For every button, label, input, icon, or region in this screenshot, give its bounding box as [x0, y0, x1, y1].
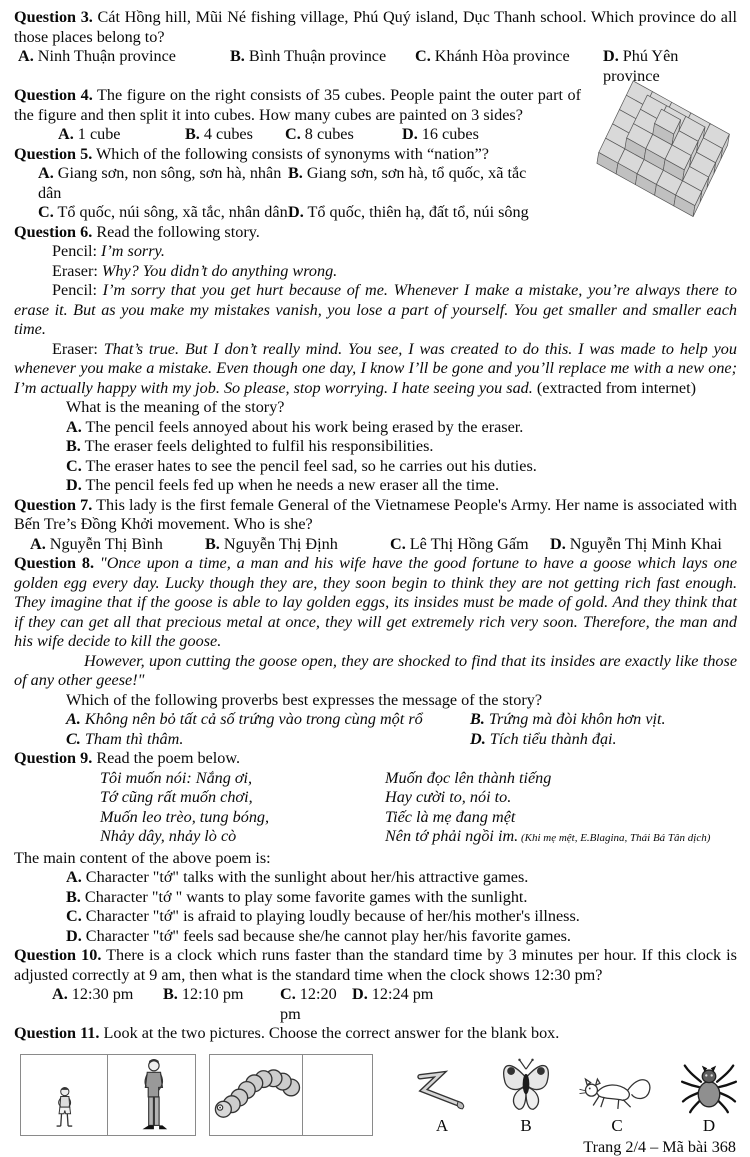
q9-option-d [66, 927, 737, 947]
q10-option-c [280, 985, 352, 1024]
question-5-options-row2 [14, 203, 581, 223]
q8-option-d-letter: D. [470, 730, 486, 748]
q6-option-d-letter: D. [66, 476, 82, 494]
q10-option-d [352, 985, 737, 1024]
question-9-subquestion: The main content of the above poem is: [14, 849, 737, 869]
answer-figure-c [579, 1068, 655, 1136]
q4-option-c-letter: C. [285, 125, 301, 143]
q3-option-d-text: Phú Yên province [603, 47, 678, 85]
q8-option-c-letter: C. [66, 730, 81, 748]
snake-option-image [411, 1070, 473, 1114]
question-6-subquestion: What is the meaning of the story? [14, 398, 737, 418]
poem-left-3: Muốn leo trèo, tung bóng, [100, 808, 385, 828]
dialogue-line-4 [14, 340, 737, 399]
poem-attribution: (Khi mẹ mệt, E.Blagina, Thái Bá Tân dịch) [518, 832, 710, 844]
q4-option-d-text: 16 cubes [422, 125, 479, 143]
q8-option-b-letter: B. [470, 710, 485, 728]
question-8-subquestion: Which of the following proverbs best expresses the message of the story? [14, 691, 737, 711]
poem-left-4: Nhảy dây, nhảy lò cò [100, 827, 385, 849]
q10-option-a [52, 985, 163, 1024]
picture-cell-adult [108, 1055, 195, 1135]
q9-option-d-letter: D. [66, 927, 82, 945]
q4-option-d [402, 125, 581, 145]
q3-option-b-letter: B. [230, 47, 245, 65]
question-3-label: Question 3. [14, 8, 93, 26]
question-9-options [14, 868, 737, 946]
q4-option-d-letter: D. [402, 125, 418, 143]
question-10-options [14, 985, 737, 1024]
speech-2: Why? You didn’t do anything wrong. [98, 262, 337, 280]
q7-option-c [390, 535, 550, 555]
answer-label-a: A [436, 1116, 448, 1136]
speech-4-suffix: (extracted from internet) [533, 379, 696, 397]
q7-option-a-text: Nguyễn Thị Bình [50, 535, 163, 553]
q10-option-d-text: 12:24 pm [372, 985, 434, 1003]
question-5-text: Which of the following consists of synonyms with “nation”? [92, 145, 489, 163]
question-8-label: Question 8. [14, 554, 94, 572]
question-8-options-row2 [14, 730, 737, 750]
poem-right-1: Muốn đọc lên thành tiếng [385, 769, 737, 789]
q7-option-c-text: Lê Thị Hồng Gấm [410, 535, 529, 553]
q7-option-d-letter: D. [550, 535, 566, 553]
picture-cell-caterpillar [210, 1055, 303, 1135]
q3-option-a-text: Ninh Thuận province [38, 47, 176, 65]
page-footer: Trang 2/4 – Mã bài 368 [14, 1138, 737, 1157]
speaker-2: Eraser: [52, 262, 98, 280]
answer-figure-a [411, 1070, 473, 1136]
speaker-1: Pencil: [52, 242, 97, 260]
poem-right-4-wrap [385, 827, 737, 849]
q3-option-d-letter: D. [603, 47, 619, 65]
q3-option-c-text: Khánh Hòa province [435, 47, 570, 65]
question-7-label: Question 7. [14, 496, 92, 514]
question-10-label: Question 10. [14, 946, 101, 964]
q9-option-d-text: Character "tớ" feels sad because she/he cannot play her/his favorite games. [86, 927, 571, 945]
speech-4: That’s true. But I don’t really mind. You see, I was created to do this. I was made to help you whenever you make a mistake. Even though one day, I know I’ll be gone and you’ll replace me with a new one; I’m actually happy with my job. So please, stop worrying. I hate seeing you sad. [14, 340, 737, 397]
question-4 [14, 86, 737, 145]
spider-option-image [681, 1062, 737, 1114]
speech-1: I’m sorry. [97, 242, 165, 260]
q7-option-d [550, 535, 737, 555]
answer-label-c: C [611, 1116, 622, 1136]
q6-option-d-text: The pencil feels fed up when he needs a new eraser all the time. [86, 476, 500, 494]
exam-page [14, 8, 737, 1157]
question-9-label: Question 9. [14, 749, 92, 767]
q4-option-a-letter: A. [58, 125, 74, 143]
q10-option-b [163, 985, 280, 1024]
caterpillar-image [210, 1064, 302, 1126]
poem-right-3: Tiếc là mẹ đang mệt [385, 808, 737, 828]
q5-option-a [38, 164, 288, 203]
question-7 [14, 496, 737, 555]
question-4-text: The figure on the right consists of 35 cubes. People paint the outer part of the figure and then split it into cubes. How many cubes are painted on 3 sides? [14, 86, 581, 124]
q9-option-b-letter: B. [66, 888, 81, 906]
poem-right-2: Hay cười to, nói to. [385, 788, 737, 808]
q7-option-a [30, 535, 205, 555]
q3-option-a [18, 47, 230, 86]
poem-left-1: Tôi muốn nói: Nắng ơi, [100, 769, 385, 789]
question-6 [14, 223, 737, 496]
question-6-label: Question 6. [14, 223, 92, 241]
q10-option-d-letter: D. [352, 985, 368, 1003]
q10-option-b-letter: B. [163, 985, 178, 1003]
q5-option-d-text: Tổ quốc, thiên hạ, đất tổ, núi sông [308, 203, 529, 221]
adult-figure-image [133, 1059, 171, 1133]
q5-option-b-letter: B. [288, 164, 303, 182]
q5-option-c-text: Tổ quốc, núi sông, xã tắc, nhân dân [58, 203, 288, 221]
q9-option-b-text: Character "tớ " wants to play some favorite games with the sunlight. [85, 888, 528, 906]
question-11-stem [14, 1024, 737, 1044]
q5-option-a-text: Giang sơn, non sông, sơn hà, nhân dân [38, 164, 281, 202]
blank-box [303, 1055, 372, 1135]
q8-option-b [470, 710, 737, 730]
question-9-text: Read the poem below. [92, 749, 240, 767]
butterfly-option-image [499, 1056, 553, 1114]
q8-option-d-text: Tích tiểu thành đại. [490, 730, 617, 748]
q7-option-b-text: Nguyễn Thị Định [224, 535, 338, 553]
dialogue-line-2 [14, 262, 737, 282]
picture-pair-1 [20, 1054, 196, 1136]
q5-option-b [288, 164, 581, 203]
q5-option-c-letter: C. [38, 203, 54, 221]
question-11-text: Look at the two pictures. Choose the correct answer for the blank box. [99, 1024, 559, 1042]
q8-option-c-text: Tham thì thâm. [85, 730, 184, 748]
q9-option-c-text: Character "tớ" is afraid to playing loudly because of her/his mother's illness. [86, 907, 580, 925]
q5-option-b-text: Giang sơn, sơn hà, tổ quốc, xã tắc [307, 164, 526, 182]
q4-option-b [185, 125, 285, 145]
speaker-4: Eraser: [52, 340, 98, 358]
q10-option-a-text: 12:30 pm [72, 985, 134, 1003]
q10-option-c-text: 12:20 pm [280, 985, 337, 1023]
q3-option-c-letter: C. [415, 47, 431, 65]
q8-option-b-text: Trứng mà đòi khôn hơn vịt. [489, 710, 666, 728]
q4-option-c-text: 8 cubes [305, 125, 354, 143]
speaker-3: Pencil: [52, 281, 97, 299]
poem-right-4: Nên tớ phải ngồi im. [385, 827, 518, 845]
q3-option-b [230, 47, 415, 86]
q3-option-d [603, 47, 737, 86]
q8-option-c [66, 730, 470, 750]
q6-option-c-letter: C. [66, 457, 82, 475]
q4-option-b-letter: B. [185, 125, 200, 143]
picture-cell-child [21, 1055, 108, 1135]
question-8-passage-1-text: "Once upon a time, a man and his wife have the good fortune to have a goose which lays one golden egg every day. Lucky though they are, they soon begin to think they are not getting rich fast enough. They imagine that if the goose is able to lay golden eggs, its insides must be made of gold. And they think that if they can get all that precious metal at once, they will get extremely rich very soon. Therefore, the man and his wife decide to kill the goose. [14, 554, 737, 650]
question-7-text: This lady is the first female General of the Vietnamese People's Army. Her name is associated with Bến Tre’s Đồng Khởi movement. Who is she? [14, 496, 737, 534]
q9-option-a-text: Character "tớ" talks with the sunlight about her/his attractive games. [86, 868, 529, 886]
q3-option-a-letter: A. [18, 47, 34, 65]
q7-option-c-letter: C. [390, 535, 406, 553]
q3-option-b-text: Bình Thuận province [249, 47, 386, 65]
cat-option-image [579, 1068, 655, 1114]
q7-option-a-letter: A. [30, 535, 46, 553]
q8-option-a [66, 710, 470, 730]
q5-option-d [288, 203, 581, 223]
answer-figure-d [681, 1062, 737, 1136]
question-8-passage-2: However, upon cutting the goose open, they are shocked to find that its insides are exactly like those of any other geese!" [14, 652, 737, 691]
q4-option-b-text: 4 cubes [204, 125, 253, 143]
question-11 [14, 1024, 737, 1136]
q4-option-a-text: 1 cube [78, 125, 121, 143]
speech-3: I’m sorry that you get hurt because of me. Whenever I make a mistake, you’re always there to erase it. But as you make my mistakes vanish, you lose a part of yourself. You get smaller and smaller each time. [14, 281, 737, 338]
question-6-options [14, 418, 737, 496]
q7-option-d-text: Nguyễn Thị Minh Khai [570, 535, 722, 553]
q5-option-d-letter: D. [288, 203, 304, 221]
q6-option-a [66, 418, 737, 438]
question-7-stem [14, 496, 737, 535]
question-6-text: Read the following story. [92, 223, 260, 241]
question-10-stem [14, 946, 737, 985]
cube-figure [591, 76, 737, 224]
question-8-options-row1 [14, 710, 737, 730]
q8-option-d [470, 730, 737, 750]
question-3 [14, 8, 737, 86]
q9-option-b [66, 888, 737, 908]
q10-option-c-letter: C. [280, 985, 296, 1003]
q6-option-c-text: The eraser hates to see the pencil feel sad, so he carries out his duties. [86, 457, 537, 475]
answer-label-b: B [520, 1116, 531, 1136]
q6-option-a-text: The pencil feels annoyed about his work being erased by the eraser. [86, 418, 524, 436]
q4-option-a [58, 125, 185, 145]
q6-option-c [66, 457, 737, 477]
question-3-options [14, 47, 737, 86]
question-7-options [14, 535, 737, 555]
question-10-text: There is a clock which runs faster than the standard time by 3 minutes per hour. If this clock is adjusted correctly at 9 am, then what is the standard time when the clock shows 12:30 pm? [14, 946, 737, 984]
question-5-label: Question 5. [14, 145, 92, 163]
question-8-passage-1 [14, 554, 737, 652]
q6-option-d [66, 476, 737, 496]
q10-option-b-text: 12:10 pm [182, 985, 244, 1003]
q6-option-b [66, 437, 737, 457]
question-3-stem [14, 8, 737, 47]
question-6-stem [14, 223, 737, 243]
q6-option-b-text: The eraser feels delighted to fulfil his responsibilities. [85, 437, 434, 455]
question-11-answer-figures [411, 1056, 737, 1136]
q9-option-c-letter: C. [66, 907, 82, 925]
q6-option-a-letter: A. [66, 418, 82, 436]
question-4-label: Question 4. [14, 86, 93, 104]
question-3-text: Cát Hồng hill, Mũi Né fishing village, Phú Quý island, Dục Thanh school. Which province do all those places belong to? [14, 8, 737, 46]
question-4-options [14, 125, 581, 145]
picture-pair-2 [209, 1054, 373, 1136]
q9-option-a [66, 868, 737, 888]
q7-option-b [205, 535, 390, 555]
dialogue-line-1 [14, 242, 737, 262]
answer-figure-b [499, 1056, 553, 1136]
q9-option-c [66, 907, 737, 927]
answer-label-d: D [703, 1116, 715, 1136]
q4-option-c [285, 125, 402, 145]
q10-option-a-letter: A. [52, 985, 68, 1003]
question-8 [14, 554, 737, 749]
q8-option-a-text: Không nên bỏ tất cả số trứng vào trong cùng một rổ [85, 710, 423, 728]
question-9-stem [14, 749, 737, 769]
q5-option-c [38, 203, 288, 223]
question-5-options-row1 [14, 164, 581, 203]
dialogue-line-3 [14, 281, 737, 340]
poem-left-2: Tớ cũng rất muốn chơi, [100, 788, 385, 808]
question-9 [14, 749, 737, 946]
q9-option-a-letter: A. [66, 868, 82, 886]
q6-option-b-letter: B. [66, 437, 81, 455]
question-11-label: Question 11. [14, 1024, 99, 1042]
q7-option-b-letter: B. [205, 535, 220, 553]
q3-option-c [415, 47, 603, 86]
child-figure-image [47, 1085, 81, 1131]
q8-option-a-letter: A. [66, 710, 81, 728]
poem [14, 769, 737, 849]
question-10 [14, 946, 737, 1024]
q5-option-a-letter: A. [38, 164, 54, 182]
question-11-pictures [14, 1048, 737, 1136]
